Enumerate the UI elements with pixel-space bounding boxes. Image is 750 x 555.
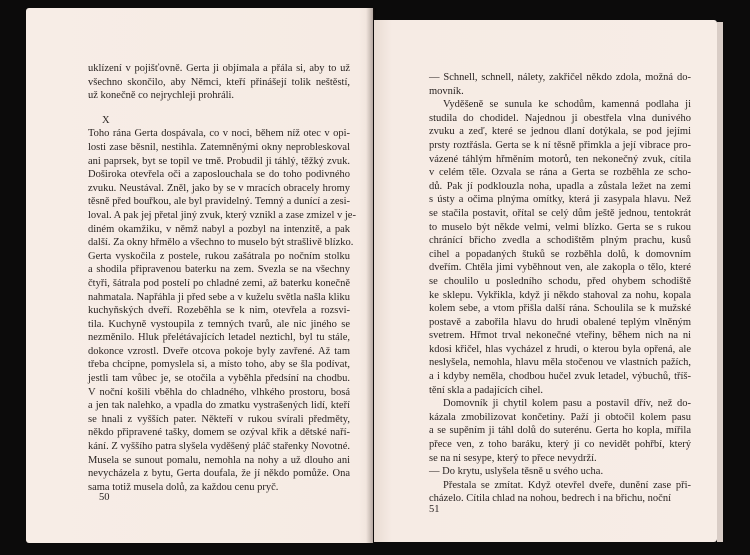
text-line: nevycházela z bytu, Gerta doufala, že jí někdo pomůže. Ona bbox=[88, 468, 350, 480]
text-line: kdosi křičel, hlas vycházel z hrudi, o kterou byla opřená, ale bbox=[429, 343, 691, 355]
text-line: všechno skončilo, aby Němci, kteří přinášejí tolik neštěstí, bbox=[88, 76, 350, 88]
section-mark: X bbox=[102, 114, 110, 126]
text-line: kázala zmobilizovat končetiny. Paží ji obtočil kolem pasu bbox=[429, 411, 691, 423]
text-line: loval. A pak jej přetal jiný zvuk, který vznikl a zase zmizel v je- bbox=[88, 209, 356, 221]
body-paragraph-2 bbox=[429, 397, 691, 465]
text-line: s ústy a očima plnýma omítky, která ji zasypala hlavu. Než bbox=[429, 194, 691, 206]
left-body-paragraph bbox=[88, 127, 356, 494]
text-line: vázené táhlým hřměním motorů, ten nekonečný zvuk, cítila bbox=[429, 153, 691, 165]
text-line: přece ven, z toho baráku, který ji co nevidět pohřbí, který bbox=[429, 439, 691, 451]
text-line: a shodila připravenou baterku na zem. Svezla se na všechny bbox=[88, 264, 350, 276]
text-line: se choulilo u posledního schodu, před ohybem schodiště bbox=[429, 275, 691, 287]
text-line: se stačila postavit, ořítal se celý dům ještě jednou, tentokrát bbox=[429, 207, 691, 219]
text-line: Doširoka otevřela oči a zaposlouchala se do toho podivného bbox=[88, 169, 350, 181]
text-line: se hnali z vyšších pater. Někteří v rukou svírali předměty, bbox=[88, 413, 350, 425]
left-page-text bbox=[88, 62, 356, 494]
text-line: Vyděšeně se sunula ke schodům, kamenná podlaha ji bbox=[443, 99, 691, 111]
text-line: už konečně co nejrychleji prohráli. bbox=[88, 90, 235, 102]
right-page-text bbox=[429, 71, 691, 506]
text-line: tění skla a padajících cihel. bbox=[429, 384, 543, 396]
text-line: Toho rána Gerta dospávala, co v noci, během níž otec v opi- bbox=[88, 128, 350, 140]
text-line: nahmatala. Napřáhla ji před sebe a v kuželu světla našla kliku bbox=[88, 291, 350, 303]
text-line: cházelo. Cítila chlad na nohou, bedrech i na břichu, noční bbox=[429, 493, 671, 505]
text-line: v celém těle. Ozvala se rána a Gerta se rozběhla ze scho- bbox=[429, 167, 691, 179]
text-line: cihel a popadaných štuků se rozběhla dolů, k domovním bbox=[429, 248, 691, 260]
text-line: postavě a zabořila hlavu do hrudi obalené teplým vlněným bbox=[429, 316, 691, 328]
text-line: kání. Z vyššího patra slyšela vyděšený pláč stařenky Novotné. bbox=[88, 441, 350, 453]
text-line: a i kdyby neměla, chodbou hučel zvuk letadel, výbuchů, tříš- bbox=[429, 371, 691, 383]
text-line: losti zase běsnil, nestihla. Zatemněnými okny neprobleskoval bbox=[88, 141, 350, 153]
text-line: zvuku a zeď, které se jednou dlaní dotýkala, se pod jejími bbox=[429, 126, 691, 138]
body-paragraph-3 bbox=[429, 479, 691, 506]
text-line: neslyšela, nemohla, hlavu měla stočenou ve vlastních pažích, bbox=[429, 357, 691, 369]
dialogue-paragraph-1 bbox=[429, 71, 691, 98]
text-line: movník. bbox=[429, 85, 464, 97]
text-line: čtyři, šátrala pod postelí po chladné zemi, až baterku konečně bbox=[88, 277, 350, 289]
text-line: těsně před bouřkou, ale byl pravidelný. Temný a dunící a zesi- bbox=[88, 196, 350, 208]
text-line: kuchyňských dveří. Rozeběhla se k nim, otevřela a rozsvi- bbox=[88, 305, 350, 317]
text-line: někdo připravené tašky, domem se ozýval křik a dětské naří- bbox=[88, 427, 350, 439]
text-line: diném okamžiku, v němž nabyl a pozbyl na intenzitě, a pak bbox=[88, 223, 350, 235]
text-line: jestli tam vůbec je, se otočila a vyběhla předsíní na chodbu. bbox=[88, 373, 350, 385]
text-line: a jen tak nalehko, a vpadla do zmatku vystrašených lidí, kteří bbox=[88, 400, 350, 412]
text-line: další. Za okny hřmělo a všechno to muselo být strašlivě blízko. bbox=[88, 237, 354, 249]
text-line: a se supěním ji táhl dolů do suterénu. Gerta ho kopla, mířila bbox=[429, 425, 691, 437]
text-line: Domovník ji chytil kolem pasu a postavil dřív, než do- bbox=[443, 398, 691, 410]
text-line: ke sklepu. Vykřikla, když ji někdo stahoval za nohu, kopala bbox=[429, 289, 691, 301]
text-line: svetrem. Hřmot trval nekonečné vteřiny, během nich na ni bbox=[429, 330, 691, 342]
text-line: — Schnell, schnell, nálety, zakřičel někdo zdola, možná do- bbox=[429, 72, 691, 83]
text-line: dů. Pak jí podklouzla noha, upadla a zůstala ležet na zemi bbox=[429, 180, 691, 192]
text-line: třeba chcípne, pomyslela si, a místo toho, aby se šla podívat, bbox=[88, 359, 350, 371]
text-line: dokonce vzrostl. Dveře otcova pokoje byly zavřené. Až tam bbox=[88, 345, 350, 357]
text-line: se na ni sesype, který to přece nevydrží. bbox=[429, 452, 597, 464]
text-line: ani paprsek, byt se topil ve tmě. Probudil ji táhlý, těžký zvuk. bbox=[88, 155, 350, 167]
page-number-right: 51 bbox=[429, 504, 440, 515]
page-number-left: 50 bbox=[99, 492, 110, 503]
text-line: uklízení v pojišťovně. Gerta ji objímala a přála si, aby to už bbox=[88, 63, 350, 74]
text-line: prsty roztřásla. Gerta se k ní těsně přimkla a její vibrace pro- bbox=[429, 139, 691, 151]
text-line: — Do krytu, uslyšela těsně u svého ucha. bbox=[429, 466, 604, 478]
text-line: kolem sebe, a vtom přišla další rána. Schoulila se k mužské bbox=[429, 303, 691, 315]
left-page bbox=[26, 8, 373, 543]
dialogue-paragraph-2 bbox=[429, 465, 691, 479]
text-line: V noční košili vběhla do chladného, vlhkého prostoru, bosá bbox=[88, 386, 350, 398]
text-line: Gerta vyskočila z postele, rukou zašátrala po nočním stolku bbox=[88, 250, 350, 262]
text-line: sama totiž musela dolů, za každou cenu pryč. bbox=[88, 481, 279, 493]
text-line: zvuku. Neustával. Zněl, jako by se v mracích obracely hromy bbox=[88, 182, 350, 194]
right-page bbox=[374, 20, 717, 542]
text-line: chránící břicho zvedla a schodištěm plným prachu, kusů bbox=[429, 235, 691, 247]
text-line: dveřím. Chtěla jimi vyběhnout ven, ale zakopla o tělo, které bbox=[429, 262, 691, 274]
text-line: Přestala se zmítat. Když otevřel dveře, dunění zase při- bbox=[443, 479, 691, 491]
left-intro-paragraph bbox=[88, 62, 350, 103]
text-line: nezměnilo. Hluk přelétávajících letadel neztichl, byl tu stále, bbox=[88, 332, 350, 344]
text-line: studila do chodidel. Najednou ji obestřela vlna dunivého bbox=[429, 112, 691, 124]
text-line: Musela se sunout pomalu, nemohla na nohy a už dlouho ani bbox=[88, 454, 350, 466]
text-line: tila. Kuchyně vystoupila z temných tvarů, ale nic jiného se bbox=[88, 318, 350, 330]
page-edge bbox=[717, 22, 723, 542]
body-paragraph-1 bbox=[429, 98, 691, 397]
text-line: to muselo být někde velmi, velmi blízko. Gerta se s rukou bbox=[429, 221, 691, 233]
